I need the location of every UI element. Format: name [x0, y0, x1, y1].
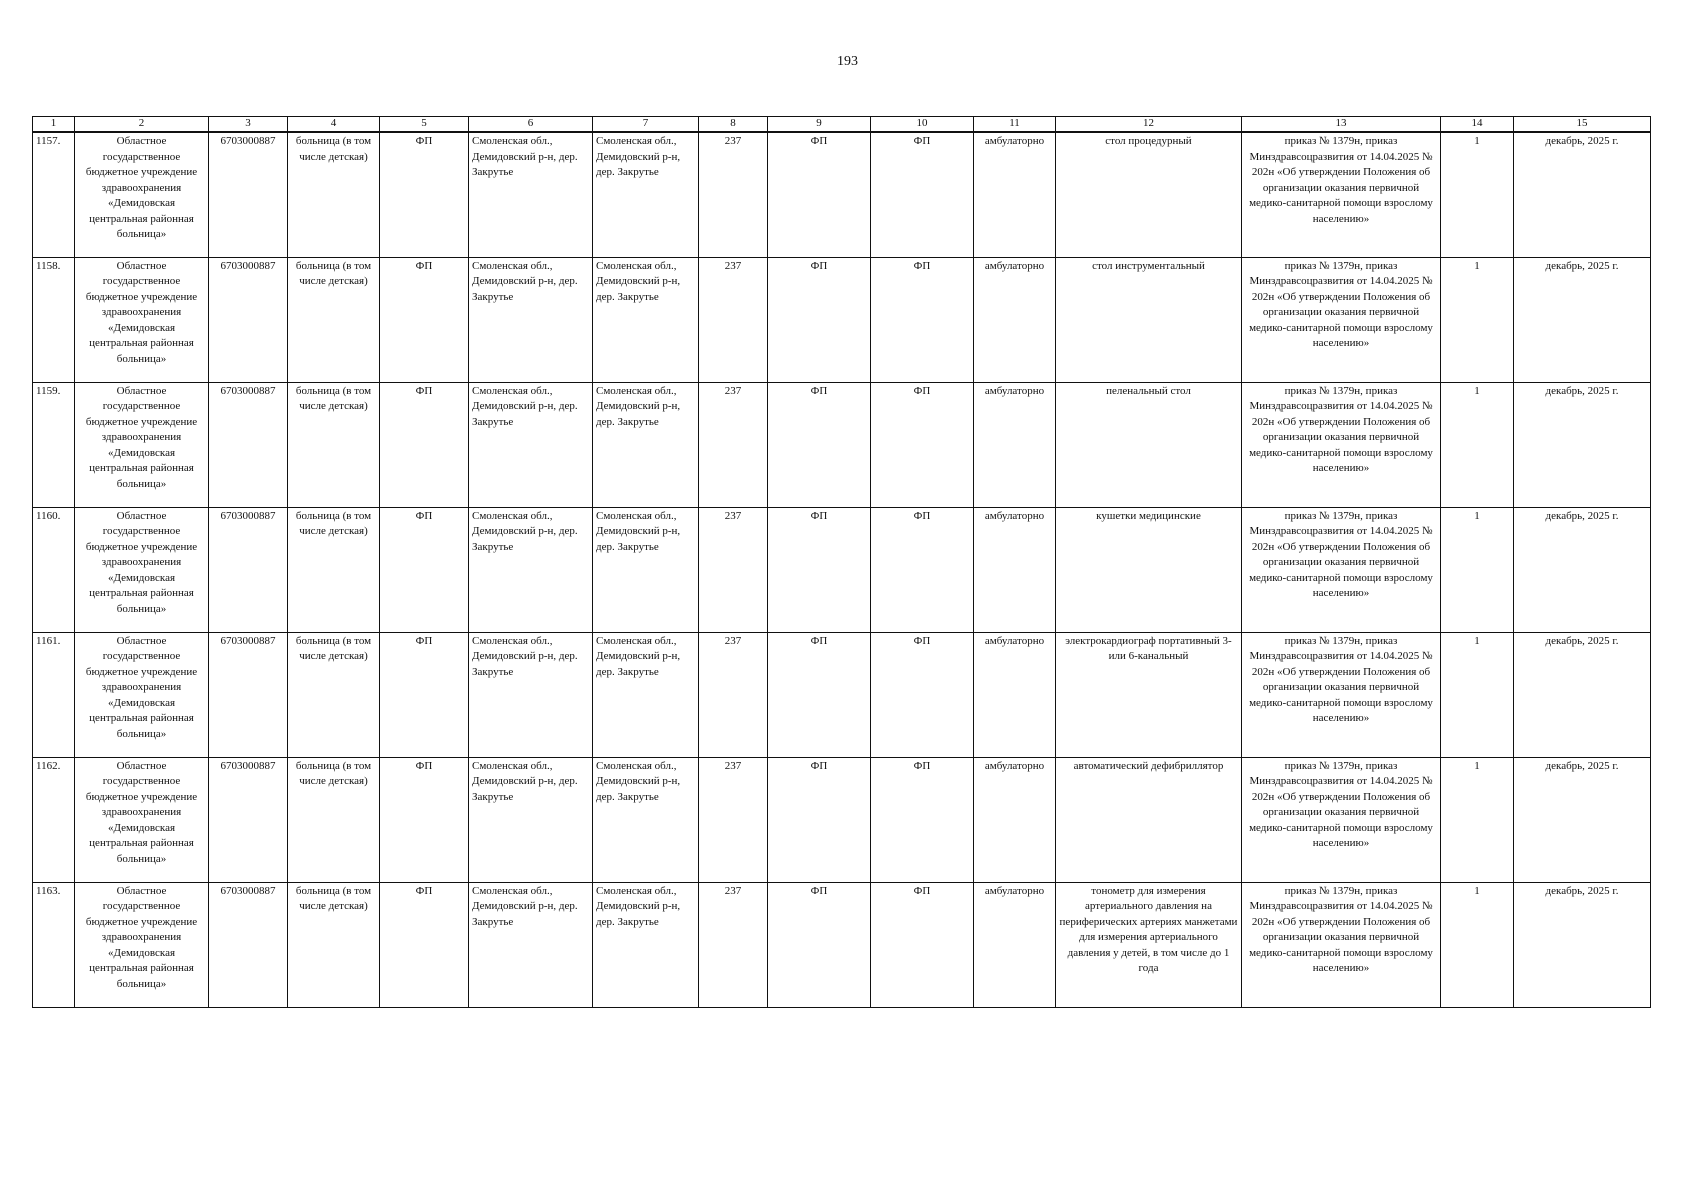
legal-basis: приказ № 1379н, приказ Минздравсоцразвития от 14.04.2025 № 202н «Об утверждении Положения об организации оказания первичной медико-санитарной помощи взрослому населению»	[1242, 757, 1441, 882]
inn-cell: 6703000887	[209, 882, 288, 1007]
code-cell: 237	[699, 382, 768, 507]
date-cell: декабрь, 2025 г.	[1514, 382, 1651, 507]
date-cell: декабрь, 2025 г.	[1514, 257, 1651, 382]
address-cell: Смоленская обл., Демидовский р-н, дер. Закрутье	[593, 757, 699, 882]
unit-cell: ФП	[380, 632, 469, 757]
unit-cell: ФП	[871, 757, 974, 882]
inn-cell: 6703000887	[209, 382, 288, 507]
inn-cell: 6703000887	[209, 132, 288, 257]
code-cell: 237	[699, 757, 768, 882]
address-cell: Смоленская обл., Демидовский р-н, дер. Закрутье	[593, 882, 699, 1007]
address-cell: Смоленская обл., Демидовский р-н, дер. Закрутье	[469, 507, 593, 632]
address-cell: Смоленская обл., Демидовский р-н, дер. Закрутье	[469, 257, 593, 382]
header-row	[33, 117, 1651, 133]
code-cell: 237	[699, 507, 768, 632]
column-header: 1	[33, 117, 75, 133]
organization-name: Областное государственное бюджетное учреждение здравоохранения «Демидовская центральная районная больница»	[75, 757, 209, 882]
facility-type: больница (в том числе детская)	[288, 632, 380, 757]
table-row	[33, 882, 1651, 1007]
care-type: амбулаторно	[974, 507, 1056, 632]
address-cell: Смоленская обл., Демидовский р-н, дер. Закрутье	[469, 132, 593, 257]
facility-type: больница (в том числе детская)	[288, 257, 380, 382]
facility-type: больница (в том числе детская)	[288, 882, 380, 1007]
equipment-name: тонометр для измерения артериального давления на периферических артериях манжетами для измерения артериального давления у детей, в том числе до 1 года	[1056, 882, 1242, 1007]
unit-cell: ФП	[380, 882, 469, 1007]
legal-basis: приказ № 1379н, приказ Минздравсоцразвития от 14.04.2025 № 202н «Об утверждении Положения об организации оказания первичной медико-санитарной помощи взрослому населению»	[1242, 382, 1441, 507]
care-type: амбулаторно	[974, 382, 1056, 507]
row-number: 1161.	[33, 632, 75, 757]
address-cell: Смоленская обл., Демидовский р-н, дер. Закрутье	[593, 257, 699, 382]
address-cell: Смоленская обл., Демидовский р-н, дер. Закрутье	[593, 382, 699, 507]
column-header: 3	[209, 117, 288, 133]
unit-cell: ФП	[768, 132, 871, 257]
unit-cell: ФП	[380, 257, 469, 382]
inn-cell: 6703000887	[209, 632, 288, 757]
column-header: 9	[768, 117, 871, 133]
legal-basis: приказ № 1379н, приказ Минздравсоцразвития от 14.04.2025 № 202н «Об утверждении Положения об организации оказания первичной медико-санитарной помощи взрослому населению»	[1242, 257, 1441, 382]
code-cell: 237	[699, 632, 768, 757]
column-header: 4	[288, 117, 380, 133]
address-cell: Смоленская обл., Демидовский р-н, дер. Закрутье	[469, 882, 593, 1007]
unit-cell: ФП	[768, 382, 871, 507]
column-header: 15	[1514, 117, 1651, 133]
column-header: 7	[593, 117, 699, 133]
column-header: 8	[699, 117, 768, 133]
column-header: 14	[1441, 117, 1514, 133]
facility-type: больница (в том числе детская)	[288, 507, 380, 632]
inn-cell: 6703000887	[209, 757, 288, 882]
column-header: 12	[1056, 117, 1242, 133]
quantity-cell: 1	[1441, 882, 1514, 1007]
equipment-name: стол инструментальный	[1056, 257, 1242, 382]
legal-basis: приказ № 1379н, приказ Минздравсоцразвития от 14.04.2025 № 202н «Об утверждении Положения об организации оказания первичной медико-санитарной помощи взрослому населению»	[1242, 507, 1441, 632]
unit-cell: ФП	[768, 507, 871, 632]
page-number: 193	[837, 54, 858, 69]
equipment-name: стол процедурный	[1056, 132, 1242, 257]
equipment-name: электрокардиограф портативный 3-или 6-канальный	[1056, 632, 1242, 757]
organization-name: Областное государственное бюджетное учреждение здравоохранения «Демидовская центральная районная больница»	[75, 132, 209, 257]
table-row	[33, 132, 1651, 257]
row-number: 1159.	[33, 382, 75, 507]
date-cell: декабрь, 2025 г.	[1514, 882, 1651, 1007]
inn-cell: 6703000887	[209, 507, 288, 632]
quantity-cell: 1	[1441, 507, 1514, 632]
column-header: 5	[380, 117, 469, 133]
date-cell: декабрь, 2025 г.	[1514, 132, 1651, 257]
address-cell: Смоленская обл., Демидовский р-н, дер. Закрутье	[593, 632, 699, 757]
address-cell: Смоленская обл., Демидовский р-н, дер. Закрутье	[593, 132, 699, 257]
row-number: 1157.	[33, 132, 75, 257]
table-row	[33, 757, 1651, 882]
quantity-cell: 1	[1441, 632, 1514, 757]
row-number: 1163.	[33, 882, 75, 1007]
column-header: 13	[1242, 117, 1441, 133]
unit-cell: ФП	[871, 882, 974, 1007]
code-cell: 237	[699, 882, 768, 1007]
unit-cell: ФП	[380, 507, 469, 632]
unit-cell: ФП	[871, 382, 974, 507]
facility-type: больница (в том числе детская)	[288, 757, 380, 882]
row-number: 1162.	[33, 757, 75, 882]
quantity-cell: 1	[1441, 257, 1514, 382]
column-header: 11	[974, 117, 1056, 133]
legal-basis: приказ № 1379н, приказ Минздравсоцразвития от 14.04.2025 № 202н «Об утверждении Положения об организации оказания первичной медико-санитарной помощи взрослому населению»	[1242, 632, 1441, 757]
organization-name: Областное государственное бюджетное учреждение здравоохранения «Демидовская центральная районная больница»	[75, 257, 209, 382]
care-type: амбулаторно	[974, 757, 1056, 882]
row-number: 1158.	[33, 257, 75, 382]
care-type: амбулаторно	[974, 257, 1056, 382]
organization-name: Областное государственное бюджетное учреждение здравоохранения «Демидовская центральная районная больница»	[75, 632, 209, 757]
facility-type: больница (в том числе детская)	[288, 132, 380, 257]
row-number: 1160.	[33, 507, 75, 632]
care-type: амбулаторно	[974, 882, 1056, 1007]
equipment-name: кушетки медицинские	[1056, 507, 1242, 632]
unit-cell: ФП	[380, 132, 469, 257]
column-header: 6	[469, 117, 593, 133]
unit-cell: ФП	[871, 257, 974, 382]
address-cell: Смоленская обл., Демидовский р-н, дер. Закрутье	[469, 757, 593, 882]
unit-cell: ФП	[871, 507, 974, 632]
table-row	[33, 632, 1651, 757]
unit-cell: ФП	[768, 882, 871, 1007]
legal-basis: приказ № 1379н, приказ Минздравсоцразвития от 14.04.2025 № 202н «Об утверждении Положения об организации оказания первичной медико-санитарной помощи взрослому населению»	[1242, 132, 1441, 257]
date-cell: декабрь, 2025 г.	[1514, 757, 1651, 882]
equipment-register-table	[32, 116, 1651, 1008]
table-row	[33, 382, 1651, 507]
organization-name: Областное государственное бюджетное учреждение здравоохранения «Демидовская центральная районная больница»	[75, 507, 209, 632]
organization-name: Областное государственное бюджетное учреждение здравоохранения «Демидовская центральная районная больница»	[75, 882, 209, 1007]
date-cell: декабрь, 2025 г.	[1514, 632, 1651, 757]
address-cell: Смоленская обл., Демидовский р-н, дер. Закрутье	[593, 507, 699, 632]
quantity-cell: 1	[1441, 132, 1514, 257]
equipment-name: автоматический дефибриллятор	[1056, 757, 1242, 882]
column-header: 2	[75, 117, 209, 133]
care-type: амбулаторно	[974, 632, 1056, 757]
unit-cell: ФП	[768, 257, 871, 382]
unit-cell: ФП	[380, 382, 469, 507]
unit-cell: ФП	[871, 632, 974, 757]
inn-cell: 6703000887	[209, 257, 288, 382]
legal-basis: приказ № 1379н, приказ Минздравсоцразвития от 14.04.2025 № 202н «Об утверждении Положения об организации оказания первичной медико-санитарной помощи взрослому населению»	[1242, 882, 1441, 1007]
unit-cell: ФП	[768, 632, 871, 757]
address-cell: Смоленская обл., Демидовский р-н, дер. Закрутье	[469, 382, 593, 507]
facility-type: больница (в том числе детская)	[288, 382, 380, 507]
care-type: амбулаторно	[974, 132, 1056, 257]
date-cell: декабрь, 2025 г.	[1514, 507, 1651, 632]
unit-cell: ФП	[871, 132, 974, 257]
quantity-cell: 1	[1441, 757, 1514, 882]
table-row	[33, 257, 1651, 382]
equipment-name: пеленальный стол	[1056, 382, 1242, 507]
quantity-cell: 1	[1441, 382, 1514, 507]
unit-cell: ФП	[768, 757, 871, 882]
address-cell: Смоленская обл., Демидовский р-н, дер. Закрутье	[469, 632, 593, 757]
unit-cell: ФП	[380, 757, 469, 882]
organization-name: Областное государственное бюджетное учреждение здравоохранения «Демидовская центральная районная больница»	[75, 382, 209, 507]
code-cell: 237	[699, 132, 768, 257]
code-cell: 237	[699, 257, 768, 382]
column-header: 10	[871, 117, 974, 133]
table-row	[33, 507, 1651, 632]
